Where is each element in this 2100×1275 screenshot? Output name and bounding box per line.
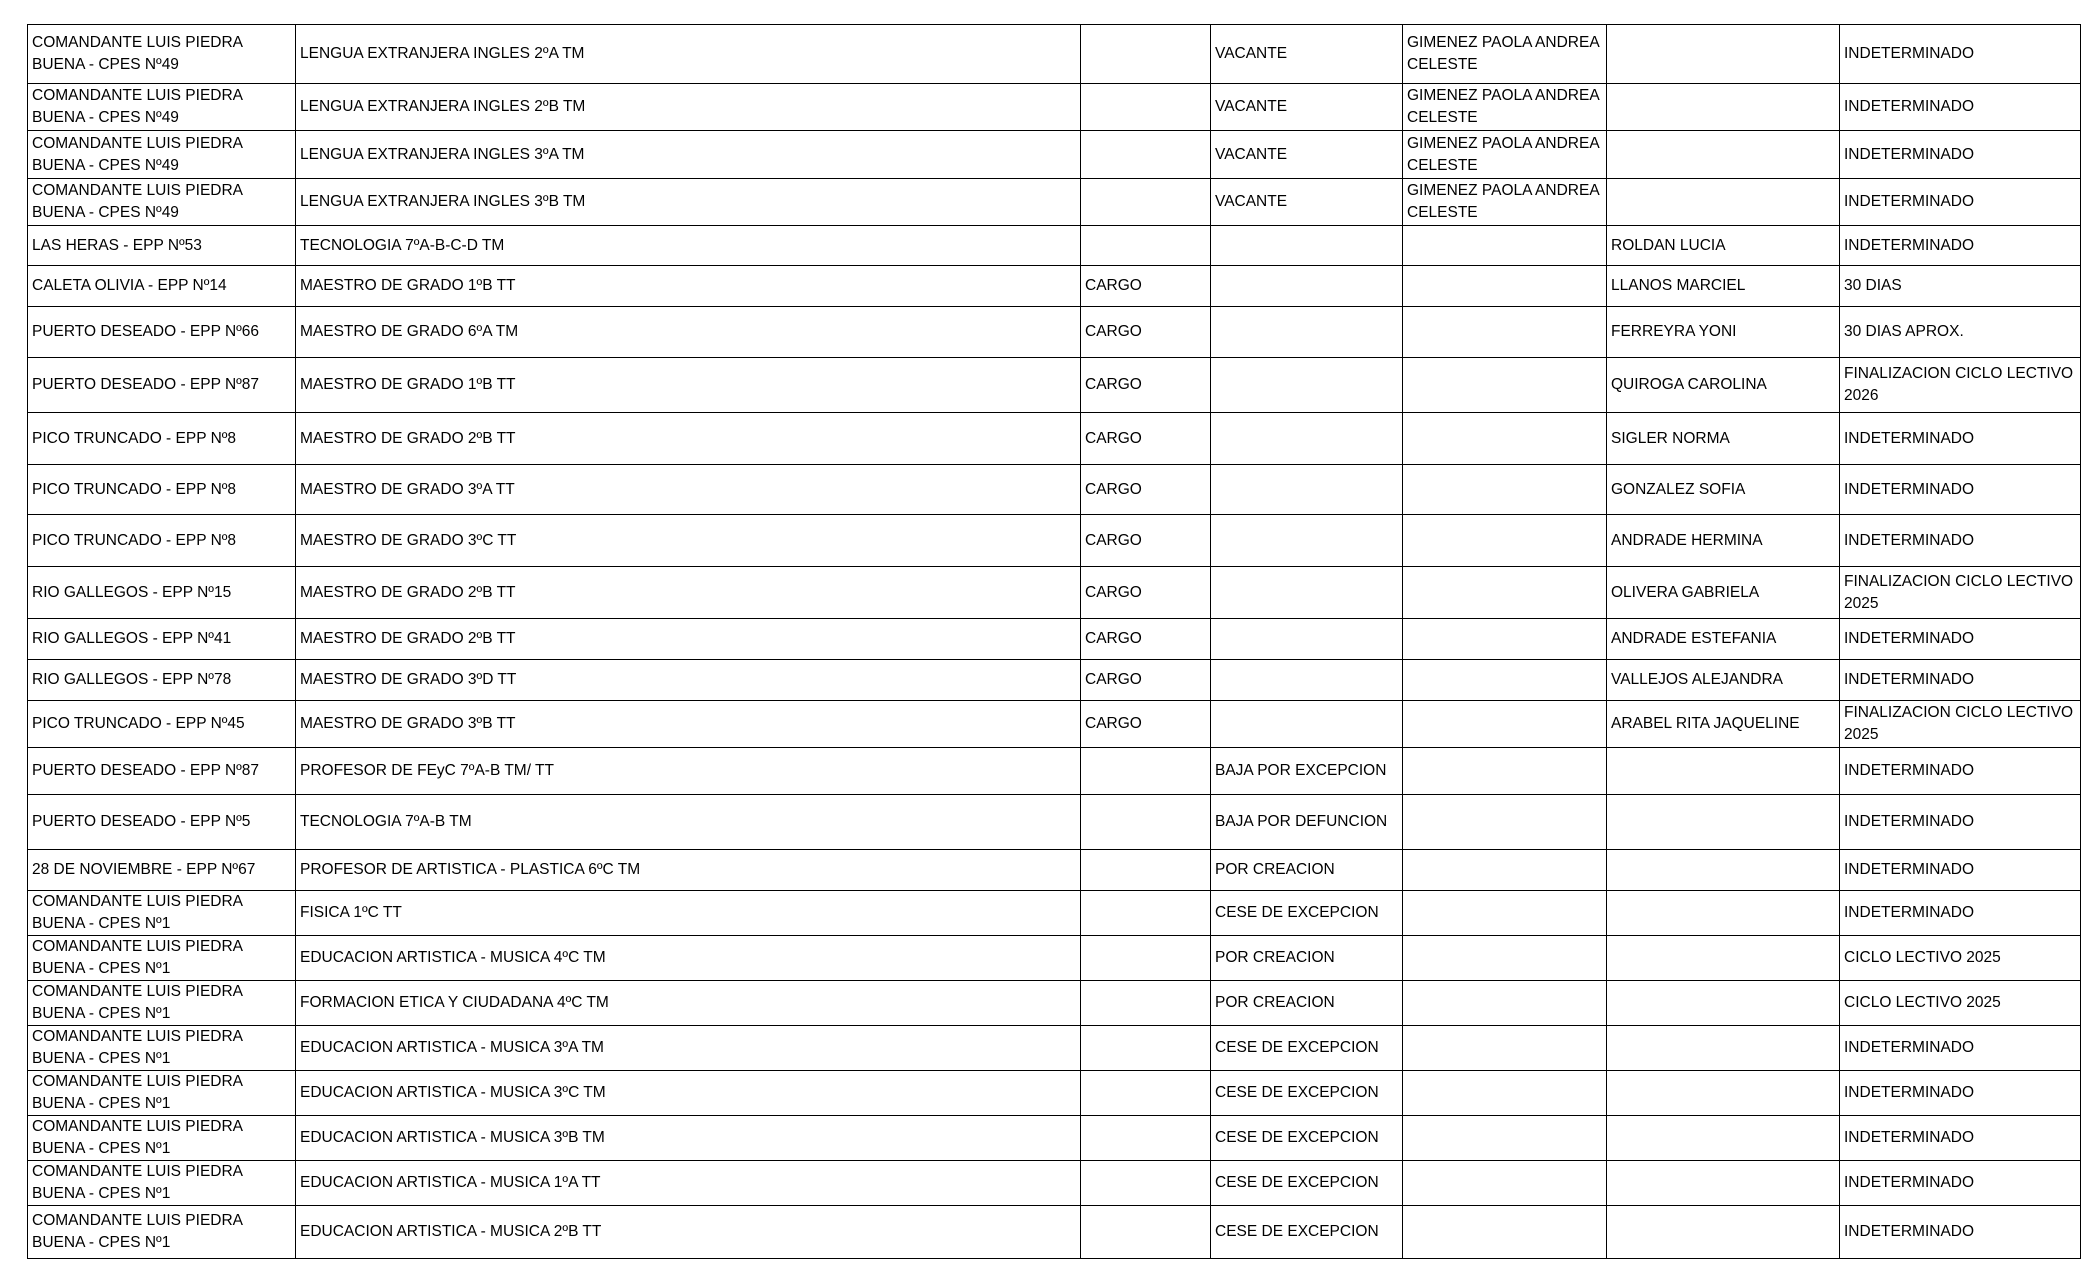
reason-cell	[1211, 358, 1403, 413]
school-cell: COMANDANTE LUIS PIEDRA BUENA - CPES Nº1	[28, 1161, 296, 1206]
holder-cell	[1403, 850, 1607, 891]
substitute-cell	[1607, 84, 1840, 131]
holder-cell	[1403, 660, 1607, 701]
reason-cell	[1211, 465, 1403, 515]
substitute-cell	[1607, 981, 1840, 1026]
holder-cell	[1403, 307, 1607, 358]
reason-cell	[1211, 413, 1403, 465]
table-row	[28, 567, 2081, 619]
holder-cell	[1403, 748, 1607, 795]
reason-cell	[1211, 307, 1403, 358]
type-cell	[1081, 1071, 1211, 1116]
substitute-cell: ARABEL RITA JAQUELINE	[1607, 701, 1840, 748]
substitute-cell	[1607, 1161, 1840, 1206]
table-row	[28, 981, 2081, 1026]
school-cell: 28 DE NOVIEMBRE - EPP Nº67	[28, 850, 296, 891]
subject-cell: MAESTRO DE GRADO 2ºB TT	[296, 567, 1081, 619]
subject-cell: EDUCACION ARTISTICA - MUSICA 3ºB TM	[296, 1116, 1081, 1161]
reason-cell: CESE DE EXCEPCION	[1211, 1071, 1403, 1116]
type-cell	[1081, 1116, 1211, 1161]
school-cell: RIO GALLEGOS - EPP Nº78	[28, 660, 296, 701]
duration-cell: INDETERMINADO	[1840, 1071, 2081, 1116]
holder-cell	[1403, 465, 1607, 515]
subject-cell: EDUCACION ARTISTICA - MUSICA 3ºC TM	[296, 1071, 1081, 1116]
vacancy-table	[27, 24, 2081, 1259]
school-cell: RIO GALLEGOS - EPP Nº41	[28, 619, 296, 660]
table-row	[28, 131, 2081, 179]
subject-cell: MAESTRO DE GRADO 3ºB TT	[296, 701, 1081, 748]
duration-cell: INDETERMINADO	[1840, 891, 2081, 936]
substitute-cell: VALLEJOS ALEJANDRA	[1607, 660, 1840, 701]
school-cell: COMANDANTE LUIS PIEDRA BUENA - CPES Nº49	[28, 131, 296, 179]
subject-cell: PROFESOR DE ARTISTICA - PLASTICA 6ºC TM	[296, 850, 1081, 891]
substitute-cell	[1607, 1116, 1840, 1161]
table-row	[28, 936, 2081, 981]
subject-cell: EDUCACION ARTISTICA - MUSICA 2ºB TT	[296, 1206, 1081, 1259]
type-cell	[1081, 25, 1211, 84]
table-row	[28, 891, 2081, 936]
holder-cell	[1403, 981, 1607, 1026]
school-cell: PICO TRUNCADO - EPP Nº45	[28, 701, 296, 748]
subject-cell: MAESTRO DE GRADO 3ºD TT	[296, 660, 1081, 701]
type-cell	[1081, 84, 1211, 131]
table-row	[28, 619, 2081, 660]
table-row	[28, 358, 2081, 413]
type-cell	[1081, 981, 1211, 1026]
table-row	[28, 1161, 2081, 1206]
type-cell	[1081, 850, 1211, 891]
reason-cell: CESE DE EXCEPCION	[1211, 1206, 1403, 1259]
type-cell	[1081, 748, 1211, 795]
table-row	[28, 84, 2081, 131]
subject-cell: TECNOLOGIA 7ºA-B TM	[296, 795, 1081, 850]
reason-cell: VACANTE	[1211, 131, 1403, 179]
table-row	[28, 266, 2081, 307]
substitute-cell	[1607, 1026, 1840, 1071]
reason-cell: POR CREACION	[1211, 936, 1403, 981]
subject-cell: EDUCACION ARTISTICA - MUSICA 1ºA TT	[296, 1161, 1081, 1206]
substitute-cell	[1607, 1071, 1840, 1116]
table-row	[28, 413, 2081, 465]
type-cell	[1081, 795, 1211, 850]
school-cell: COMANDANTE LUIS PIEDRA BUENA - CPES Nº49	[28, 179, 296, 226]
subject-cell: LENGUA EXTRANJERA INGLES 3ºB TM	[296, 179, 1081, 226]
table-row	[28, 1071, 2081, 1116]
duration-cell: INDETERMINADO	[1840, 1026, 2081, 1071]
type-cell	[1081, 936, 1211, 981]
duration-cell: INDETERMINADO	[1840, 413, 2081, 465]
substitute-cell	[1607, 850, 1840, 891]
subject-cell: PROFESOR DE FEyC 7ºA-B TM/ TT	[296, 748, 1081, 795]
holder-cell	[1403, 1071, 1607, 1116]
duration-cell: INDETERMINADO	[1840, 226, 2081, 266]
substitute-cell: ROLDAN LUCIA	[1607, 226, 1840, 266]
table-row	[28, 748, 2081, 795]
school-cell: COMANDANTE LUIS PIEDRA BUENA - CPES Nº1	[28, 1116, 296, 1161]
duration-cell: FINALIZACION CICLO LECTIVO 2025	[1840, 567, 2081, 619]
holder-cell: GIMENEZ PAOLA ANDREA CELESTE	[1403, 131, 1607, 179]
substitute-cell: FERREYRA YONI	[1607, 307, 1840, 358]
type-cell	[1081, 179, 1211, 226]
reason-cell: BAJA POR EXCEPCION	[1211, 748, 1403, 795]
substitute-cell	[1607, 131, 1840, 179]
type-cell	[1081, 1206, 1211, 1259]
holder-cell: GIMENEZ PAOLA ANDREA CELESTE	[1403, 84, 1607, 131]
table-row	[28, 465, 2081, 515]
duration-cell: INDETERMINADO	[1840, 795, 2081, 850]
school-cell: COMANDANTE LUIS PIEDRA BUENA - CPES Nº1	[28, 936, 296, 981]
duration-cell: CICLO LECTIVO 2025	[1840, 981, 2081, 1026]
school-cell: COMANDANTE LUIS PIEDRA BUENA - CPES Nº1	[28, 891, 296, 936]
reason-cell: CESE DE EXCEPCION	[1211, 891, 1403, 936]
holder-cell	[1403, 795, 1607, 850]
school-cell: CALETA OLIVIA - EPP Nº14	[28, 266, 296, 307]
school-cell: PICO TRUNCADO - EPP Nº8	[28, 413, 296, 465]
holder-cell	[1403, 266, 1607, 307]
substitute-cell	[1607, 25, 1840, 84]
reason-cell: VACANTE	[1211, 25, 1403, 84]
reason-cell: POR CREACION	[1211, 981, 1403, 1026]
substitute-cell	[1607, 1206, 1840, 1259]
reason-cell	[1211, 619, 1403, 660]
school-cell: LAS HERAS - EPP Nº53	[28, 226, 296, 266]
substitute-cell	[1607, 748, 1840, 795]
holder-cell	[1403, 567, 1607, 619]
subject-cell: MAESTRO DE GRADO 2ºB TT	[296, 413, 1081, 465]
school-cell: PUERTO DESEADO - EPP Nº87	[28, 358, 296, 413]
subject-cell: FORMACION ETICA Y CIUDADANA 4ºC TM	[296, 981, 1081, 1026]
reason-cell: VACANTE	[1211, 179, 1403, 226]
holder-cell	[1403, 619, 1607, 660]
type-cell: CARGO	[1081, 619, 1211, 660]
duration-cell: 30 DIAS	[1840, 266, 2081, 307]
substitute-cell: GONZALEZ SOFIA	[1607, 465, 1840, 515]
subject-cell: EDUCACION ARTISTICA - MUSICA 4ºC TM	[296, 936, 1081, 981]
subject-cell: MAESTRO DE GRADO 1ºB TT	[296, 358, 1081, 413]
type-cell	[1081, 1026, 1211, 1071]
table-row	[28, 25, 2081, 84]
school-cell: COMANDANTE LUIS PIEDRA BUENA - CPES Nº1	[28, 1071, 296, 1116]
school-cell: PUERTO DESEADO - EPP Nº66	[28, 307, 296, 358]
table-body	[28, 25, 2081, 1259]
subject-cell: LENGUA EXTRANJERA INGLES 2ºA TM	[296, 25, 1081, 84]
reason-cell: CESE DE EXCEPCION	[1211, 1116, 1403, 1161]
table-row	[28, 850, 2081, 891]
school-cell: PUERTO DESEADO - EPP Nº87	[28, 748, 296, 795]
holder-cell	[1403, 1161, 1607, 1206]
duration-cell: INDETERMINADO	[1840, 1206, 2081, 1259]
holder-cell	[1403, 891, 1607, 936]
holder-cell	[1403, 1026, 1607, 1071]
substitute-cell: ANDRADE ESTEFANIA	[1607, 619, 1840, 660]
duration-cell: CICLO LECTIVO 2025	[1840, 936, 2081, 981]
reason-cell: VACANTE	[1211, 84, 1403, 131]
school-cell: COMANDANTE LUIS PIEDRA BUENA - CPES Nº49	[28, 84, 296, 131]
duration-cell: INDETERMINADO	[1840, 179, 2081, 226]
duration-cell: INDETERMINADO	[1840, 84, 2081, 131]
reason-cell: BAJA POR DEFUNCION	[1211, 795, 1403, 850]
table-row	[28, 795, 2081, 850]
reason-cell	[1211, 266, 1403, 307]
holder-cell	[1403, 226, 1607, 266]
type-cell	[1081, 226, 1211, 266]
subject-cell: TECNOLOGIA 7ºA-B-C-D TM	[296, 226, 1081, 266]
type-cell: CARGO	[1081, 307, 1211, 358]
reason-cell: POR CREACION	[1211, 850, 1403, 891]
substitute-cell	[1607, 179, 1840, 226]
table-row	[28, 701, 2081, 748]
school-cell: COMANDANTE LUIS PIEDRA BUENA - CPES Nº49	[28, 25, 296, 84]
duration-cell: INDETERMINADO	[1840, 131, 2081, 179]
subject-cell: FISICA 1ºC TT	[296, 891, 1081, 936]
duration-cell: INDETERMINADO	[1840, 748, 2081, 795]
substitute-cell	[1607, 936, 1840, 981]
school-cell: PICO TRUNCADO - EPP Nº8	[28, 465, 296, 515]
substitute-cell	[1607, 795, 1840, 850]
school-cell: COMANDANTE LUIS PIEDRA BUENA - CPES Nº1	[28, 981, 296, 1026]
table-row	[28, 1026, 2081, 1071]
subject-cell: LENGUA EXTRANJERA INGLES 3ºA TM	[296, 131, 1081, 179]
duration-cell: INDETERMINADO	[1840, 1116, 2081, 1161]
type-cell: CARGO	[1081, 413, 1211, 465]
subject-cell: MAESTRO DE GRADO 1ºB TT	[296, 266, 1081, 307]
duration-cell: INDETERMINADO	[1840, 850, 2081, 891]
duration-cell: INDETERMINADO	[1840, 660, 2081, 701]
reason-cell: CESE DE EXCEPCION	[1211, 1161, 1403, 1206]
table-row	[28, 307, 2081, 358]
table-row	[28, 1206, 2081, 1259]
substitute-cell: LLANOS MARCIEL	[1607, 266, 1840, 307]
subject-cell: MAESTRO DE GRADO 3ºC TT	[296, 515, 1081, 567]
holder-cell: GIMENEZ PAOLA ANDREA CELESTE	[1403, 179, 1607, 226]
school-cell: PICO TRUNCADO - EPP Nº8	[28, 515, 296, 567]
subject-cell: LENGUA EXTRANJERA INGLES 2ºB TM	[296, 84, 1081, 131]
type-cell	[1081, 1161, 1211, 1206]
reason-cell	[1211, 226, 1403, 266]
subject-cell: EDUCACION ARTISTICA - MUSICA 3ºA TM	[296, 1026, 1081, 1071]
type-cell: CARGO	[1081, 701, 1211, 748]
subject-cell: MAESTRO DE GRADO 2ºB TT	[296, 619, 1081, 660]
holder-cell	[1403, 1116, 1607, 1161]
type-cell: CARGO	[1081, 465, 1211, 515]
substitute-cell: ANDRADE HERMINA	[1607, 515, 1840, 567]
school-cell: COMANDANTE LUIS PIEDRA BUENA - CPES Nº1	[28, 1026, 296, 1071]
table-row	[28, 1116, 2081, 1161]
duration-cell: INDETERMINADO	[1840, 465, 2081, 515]
type-cell	[1081, 131, 1211, 179]
reason-cell: CESE DE EXCEPCION	[1211, 1026, 1403, 1071]
reason-cell	[1211, 515, 1403, 567]
holder-cell	[1403, 515, 1607, 567]
duration-cell: INDETERMINADO	[1840, 619, 2081, 660]
substitute-cell: SIGLER NORMA	[1607, 413, 1840, 465]
duration-cell: INDETERMINADO	[1840, 25, 2081, 84]
reason-cell	[1211, 567, 1403, 619]
school-cell: RIO GALLEGOS - EPP Nº15	[28, 567, 296, 619]
holder-cell	[1403, 358, 1607, 413]
subject-cell: MAESTRO DE GRADO 6ºA TM	[296, 307, 1081, 358]
duration-cell: 30 DIAS APROX.	[1840, 307, 2081, 358]
holder-cell	[1403, 413, 1607, 465]
table-row	[28, 179, 2081, 226]
type-cell	[1081, 891, 1211, 936]
reason-cell	[1211, 701, 1403, 748]
type-cell: CARGO	[1081, 515, 1211, 567]
type-cell: CARGO	[1081, 358, 1211, 413]
type-cell: CARGO	[1081, 567, 1211, 619]
table-row	[28, 515, 2081, 567]
substitute-cell	[1607, 891, 1840, 936]
duration-cell: FINALIZACION CICLO LECTIVO 2026	[1840, 358, 2081, 413]
type-cell: CARGO	[1081, 266, 1211, 307]
subject-cell: MAESTRO DE GRADO 3ºA TT	[296, 465, 1081, 515]
type-cell: CARGO	[1081, 660, 1211, 701]
duration-cell: INDETERMINADO	[1840, 515, 2081, 567]
holder-cell	[1403, 936, 1607, 981]
holder-cell	[1403, 1206, 1607, 1259]
substitute-cell: OLIVERA GABRIELA	[1607, 567, 1840, 619]
holder-cell: GIMENEZ PAOLA ANDREA CELESTE	[1403, 25, 1607, 84]
duration-cell: INDETERMINADO	[1840, 1161, 2081, 1206]
school-cell: PUERTO DESEADO - EPP Nº5	[28, 795, 296, 850]
substitute-cell: QUIROGA CAROLINA	[1607, 358, 1840, 413]
holder-cell	[1403, 701, 1607, 748]
table-row	[28, 660, 2081, 701]
table-row	[28, 226, 2081, 266]
school-cell: COMANDANTE LUIS PIEDRA BUENA - CPES Nº1	[28, 1206, 296, 1259]
reason-cell	[1211, 660, 1403, 701]
duration-cell: FINALIZACION CICLO LECTIVO 2025	[1840, 701, 2081, 748]
